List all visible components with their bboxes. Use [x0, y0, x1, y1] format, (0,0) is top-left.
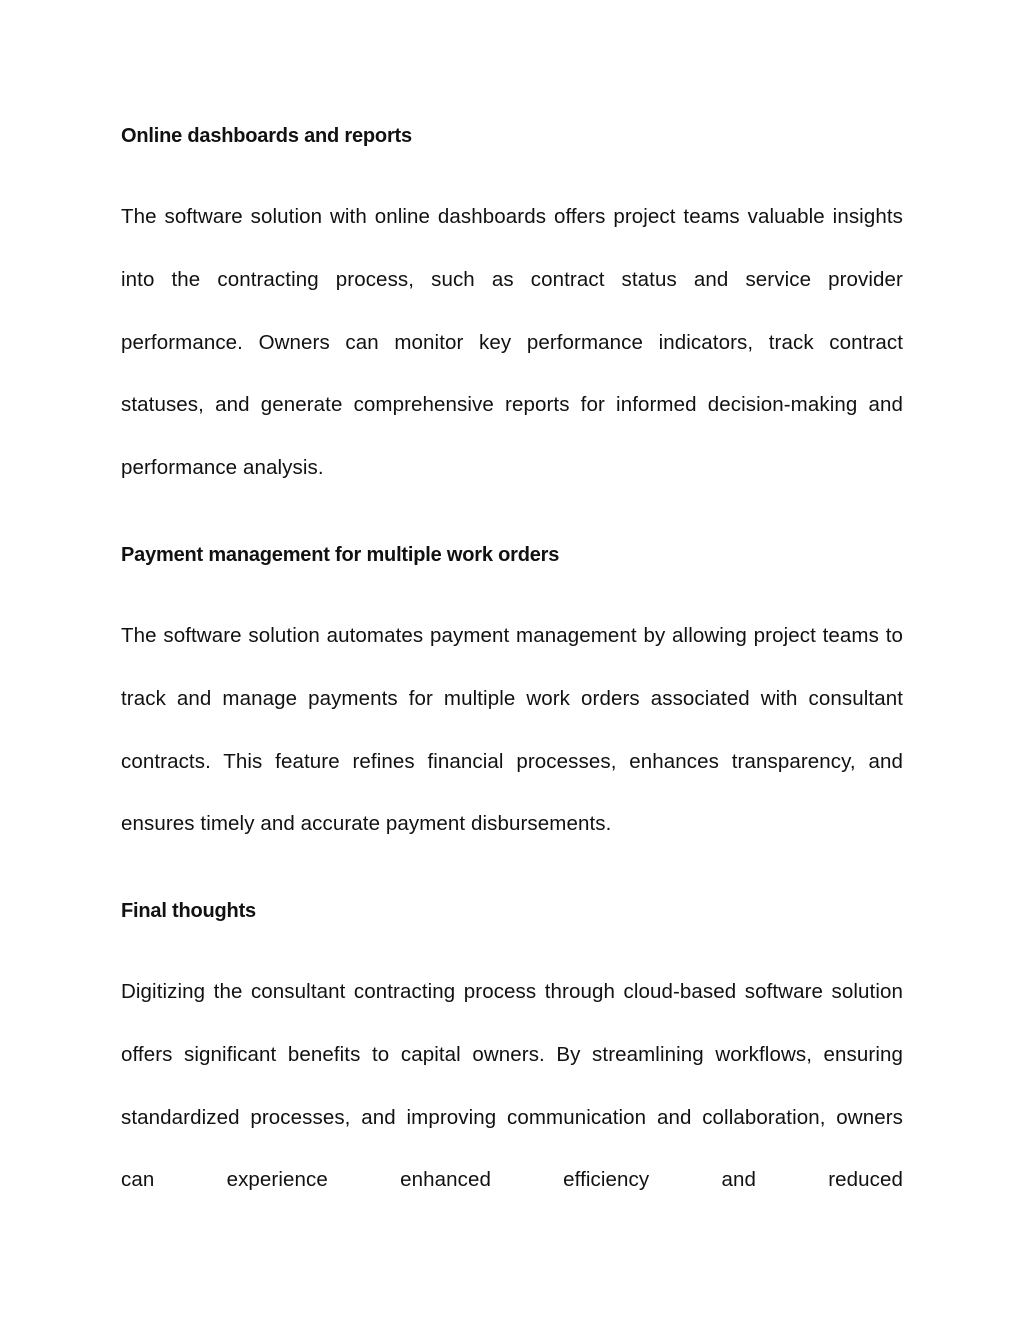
- section-heading-payment: Payment management for multiple work orders: [121, 544, 560, 566]
- section-body-dashboards: The software solution with online dashboards offers project teams valuable insights into the contracting process, such as contract status and service provider performance. Owners can monitor key performance indicators, track contract statuses, and generate comprehensive reports for informed decision-making and performance analysis.: [121, 205, 903, 480]
- section-heading-final-thoughts: Final thoughts: [121, 900, 256, 922]
- section-body-final-thoughts: Digitizing the consultant contracting process through cloud-based software solution offers significant benefits to capital owners. By streamlining workflows, ensuring standardized processes, and improving communication and collaboration, owners can experience enhanced efficiency and reduced: [121, 980, 903, 1192]
- section-heading-dashboards: Online dashboards and reports: [121, 125, 412, 147]
- section-body-payment: The software solution automates payment management by allowing project teams to track and manage payments for multiple work orders associated with consultant contracts. This feature refines financial processes, enhances transparency, and ensures timely and accurate payment disbursements.: [121, 624, 903, 836]
